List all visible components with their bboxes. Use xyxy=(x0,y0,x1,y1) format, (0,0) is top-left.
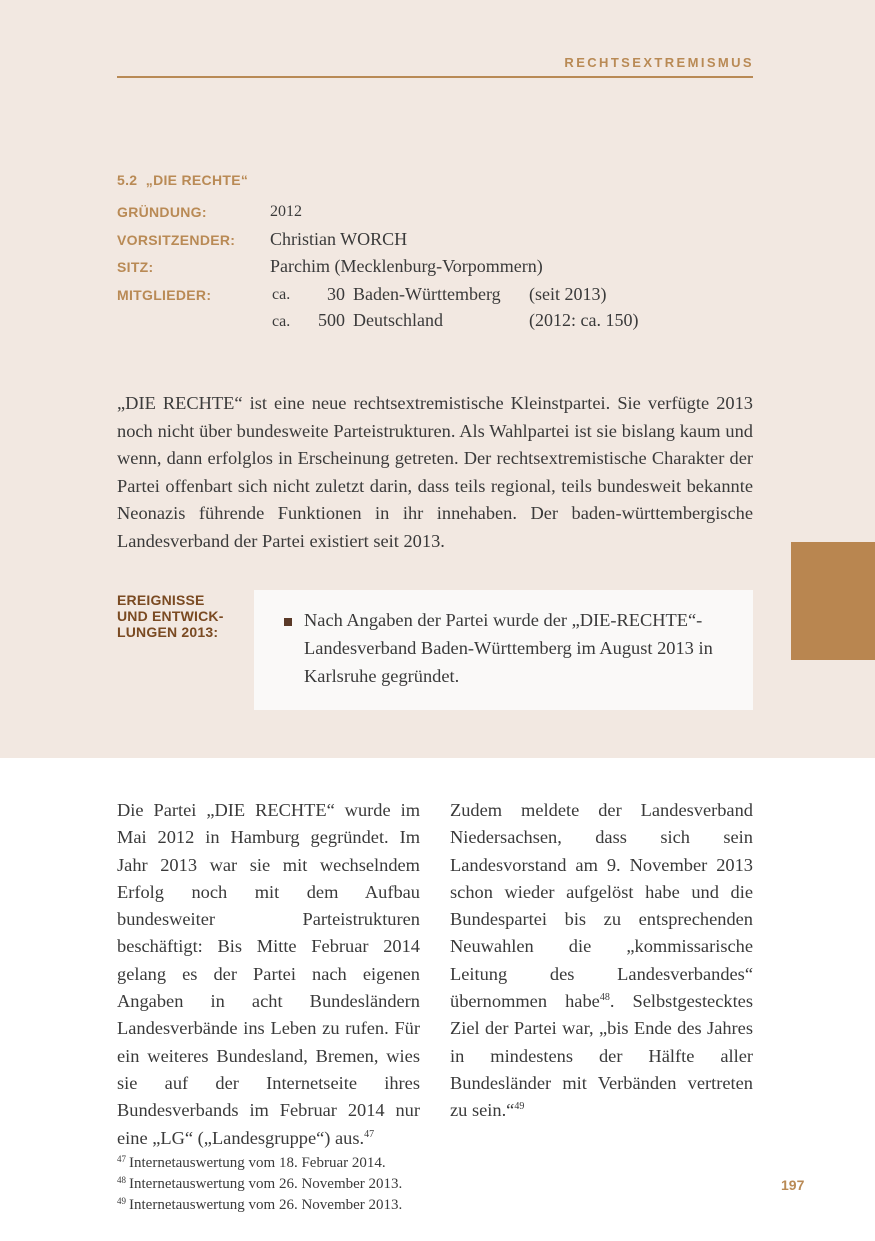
footnote-ref-49: 49 xyxy=(514,1101,525,1113)
body-text-right-part2: . Selbstgestecktes Ziel der Partei war, „bis Ende des Jahres in mindestens der Hälfte aller Bundesländer mit Verbänden vertreten zu sein.“ xyxy=(450,991,753,1121)
members-region: Baden-Württemberg xyxy=(353,284,501,304)
footnote-text: Internetauswertung vom 26. November 2013. xyxy=(129,1197,403,1213)
events-label-line: LUNGEN 2013: xyxy=(117,624,219,640)
body-column-right xyxy=(450,797,753,1125)
members-label: MITGLIEDER: xyxy=(117,287,212,303)
members-note: (seit 2013) xyxy=(529,284,607,304)
members-note: (2012: ca. 150) xyxy=(529,310,639,330)
members-count: 500 xyxy=(318,310,345,330)
section-heading xyxy=(117,172,248,188)
footnote-ref-47: 47 xyxy=(364,1128,375,1140)
footnote-ref-48: 48 xyxy=(599,992,610,1004)
members-approx: ca. xyxy=(272,313,291,330)
footnote-text: Internetauswertung vom 26. November 2013. xyxy=(129,1176,403,1192)
seat-value: Parchim (Mecklenburg-Vorpommern) xyxy=(270,256,543,276)
members-region: Deutschland xyxy=(353,310,443,330)
seat-label: SITZ: xyxy=(117,259,154,275)
members-approx: ca. xyxy=(272,286,291,303)
chair-label: VORSITZENDER: xyxy=(117,232,236,248)
founding-label: GRÜNDUNG: xyxy=(117,204,207,220)
footnote-number: 47 xyxy=(117,1154,126,1164)
body-column-left xyxy=(117,797,420,1152)
events-box xyxy=(254,590,753,710)
footnote-number: 48 xyxy=(117,1175,126,1185)
page-number: 197 xyxy=(781,1177,805,1193)
running-head: RECHTSEXTREMISMUS xyxy=(564,55,754,70)
events-label-line: EREIGNISSE xyxy=(117,592,205,608)
events-label xyxy=(117,592,247,640)
footnote xyxy=(117,1174,402,1195)
body-text-right-part1: Zudem meldete der Landesverband Niedersachsen, dass sich sein Landesvorstand am 9. November 2013 schon wieder aufgelöst habe und die Bundespartei bis zu entsprechenden Neuwahlen die „kommissarische Leitung des Landesverbandes“ übernommen habe xyxy=(450,800,753,1012)
founding-value: 2012 xyxy=(270,203,302,220)
bullet-square-icon xyxy=(284,618,292,626)
header-rule xyxy=(117,76,753,78)
members-count: 30 xyxy=(327,284,345,304)
footnote-text: Internetauswertung vom 18. Februar 2014. xyxy=(129,1155,386,1171)
section-title: „DIE RECHTE“ xyxy=(145,172,249,188)
footnote-number: 49 xyxy=(117,1196,126,1206)
chair-value: Christian WORCH xyxy=(270,229,408,249)
footnotes xyxy=(117,1153,402,1216)
intro-paragraph: „DIE RECHTE“ ist eine neue rechtsextremistische Kleinstpartei. Sie verfügte 2013 noch nicht über bundesweite Parteistrukturen. Als Wahlpartei ist sie bislang kaum und wenn, dann erfolglos in Erscheinung getreten. Der rechtsextremistische Charakter der Partei offenbart sich nicht zuletzt darin, dass teils regional, teils bundesweit bekannte Neonazis führende Funktionen in ihr innehaben. Der baden-württembergische Landesverband der Partei existiert seit 2013. xyxy=(117,393,753,551)
footnote xyxy=(117,1153,402,1174)
footnote xyxy=(117,1195,402,1216)
chapter-side-tab xyxy=(791,542,875,660)
events-label-line: UND ENTWICK- xyxy=(117,608,224,624)
body-text-left: Die Partei „DIE RECHTE“ wurde im Mai 2012 in Hamburg gegründet. Im Jahr 2013 war sie mit wechselndem Erfolg noch mit dem Aufbau bundesweiter Parteistrukturen beschäftigt: Bis Mitte Februar 2014 gelang es der Partei nach eigenen Angaben in acht Bundesländern Landesverbände ins Leben zu rufen. Für ein weiteres Bundesland, Bremen, wies sie auf der Internetseite ihres Bundesverbands im Februar 2014 nur eine „LG“ („Landesgruppe“) aus. xyxy=(117,800,420,1148)
events-bullet-text: Nach Angaben der Partei wurde der „DIE-RECHTE“-Landesverband Baden-Württemberg im August 2013 in Karlsruhe gegründet. xyxy=(304,610,713,686)
section-number: 5.2 xyxy=(117,172,138,188)
